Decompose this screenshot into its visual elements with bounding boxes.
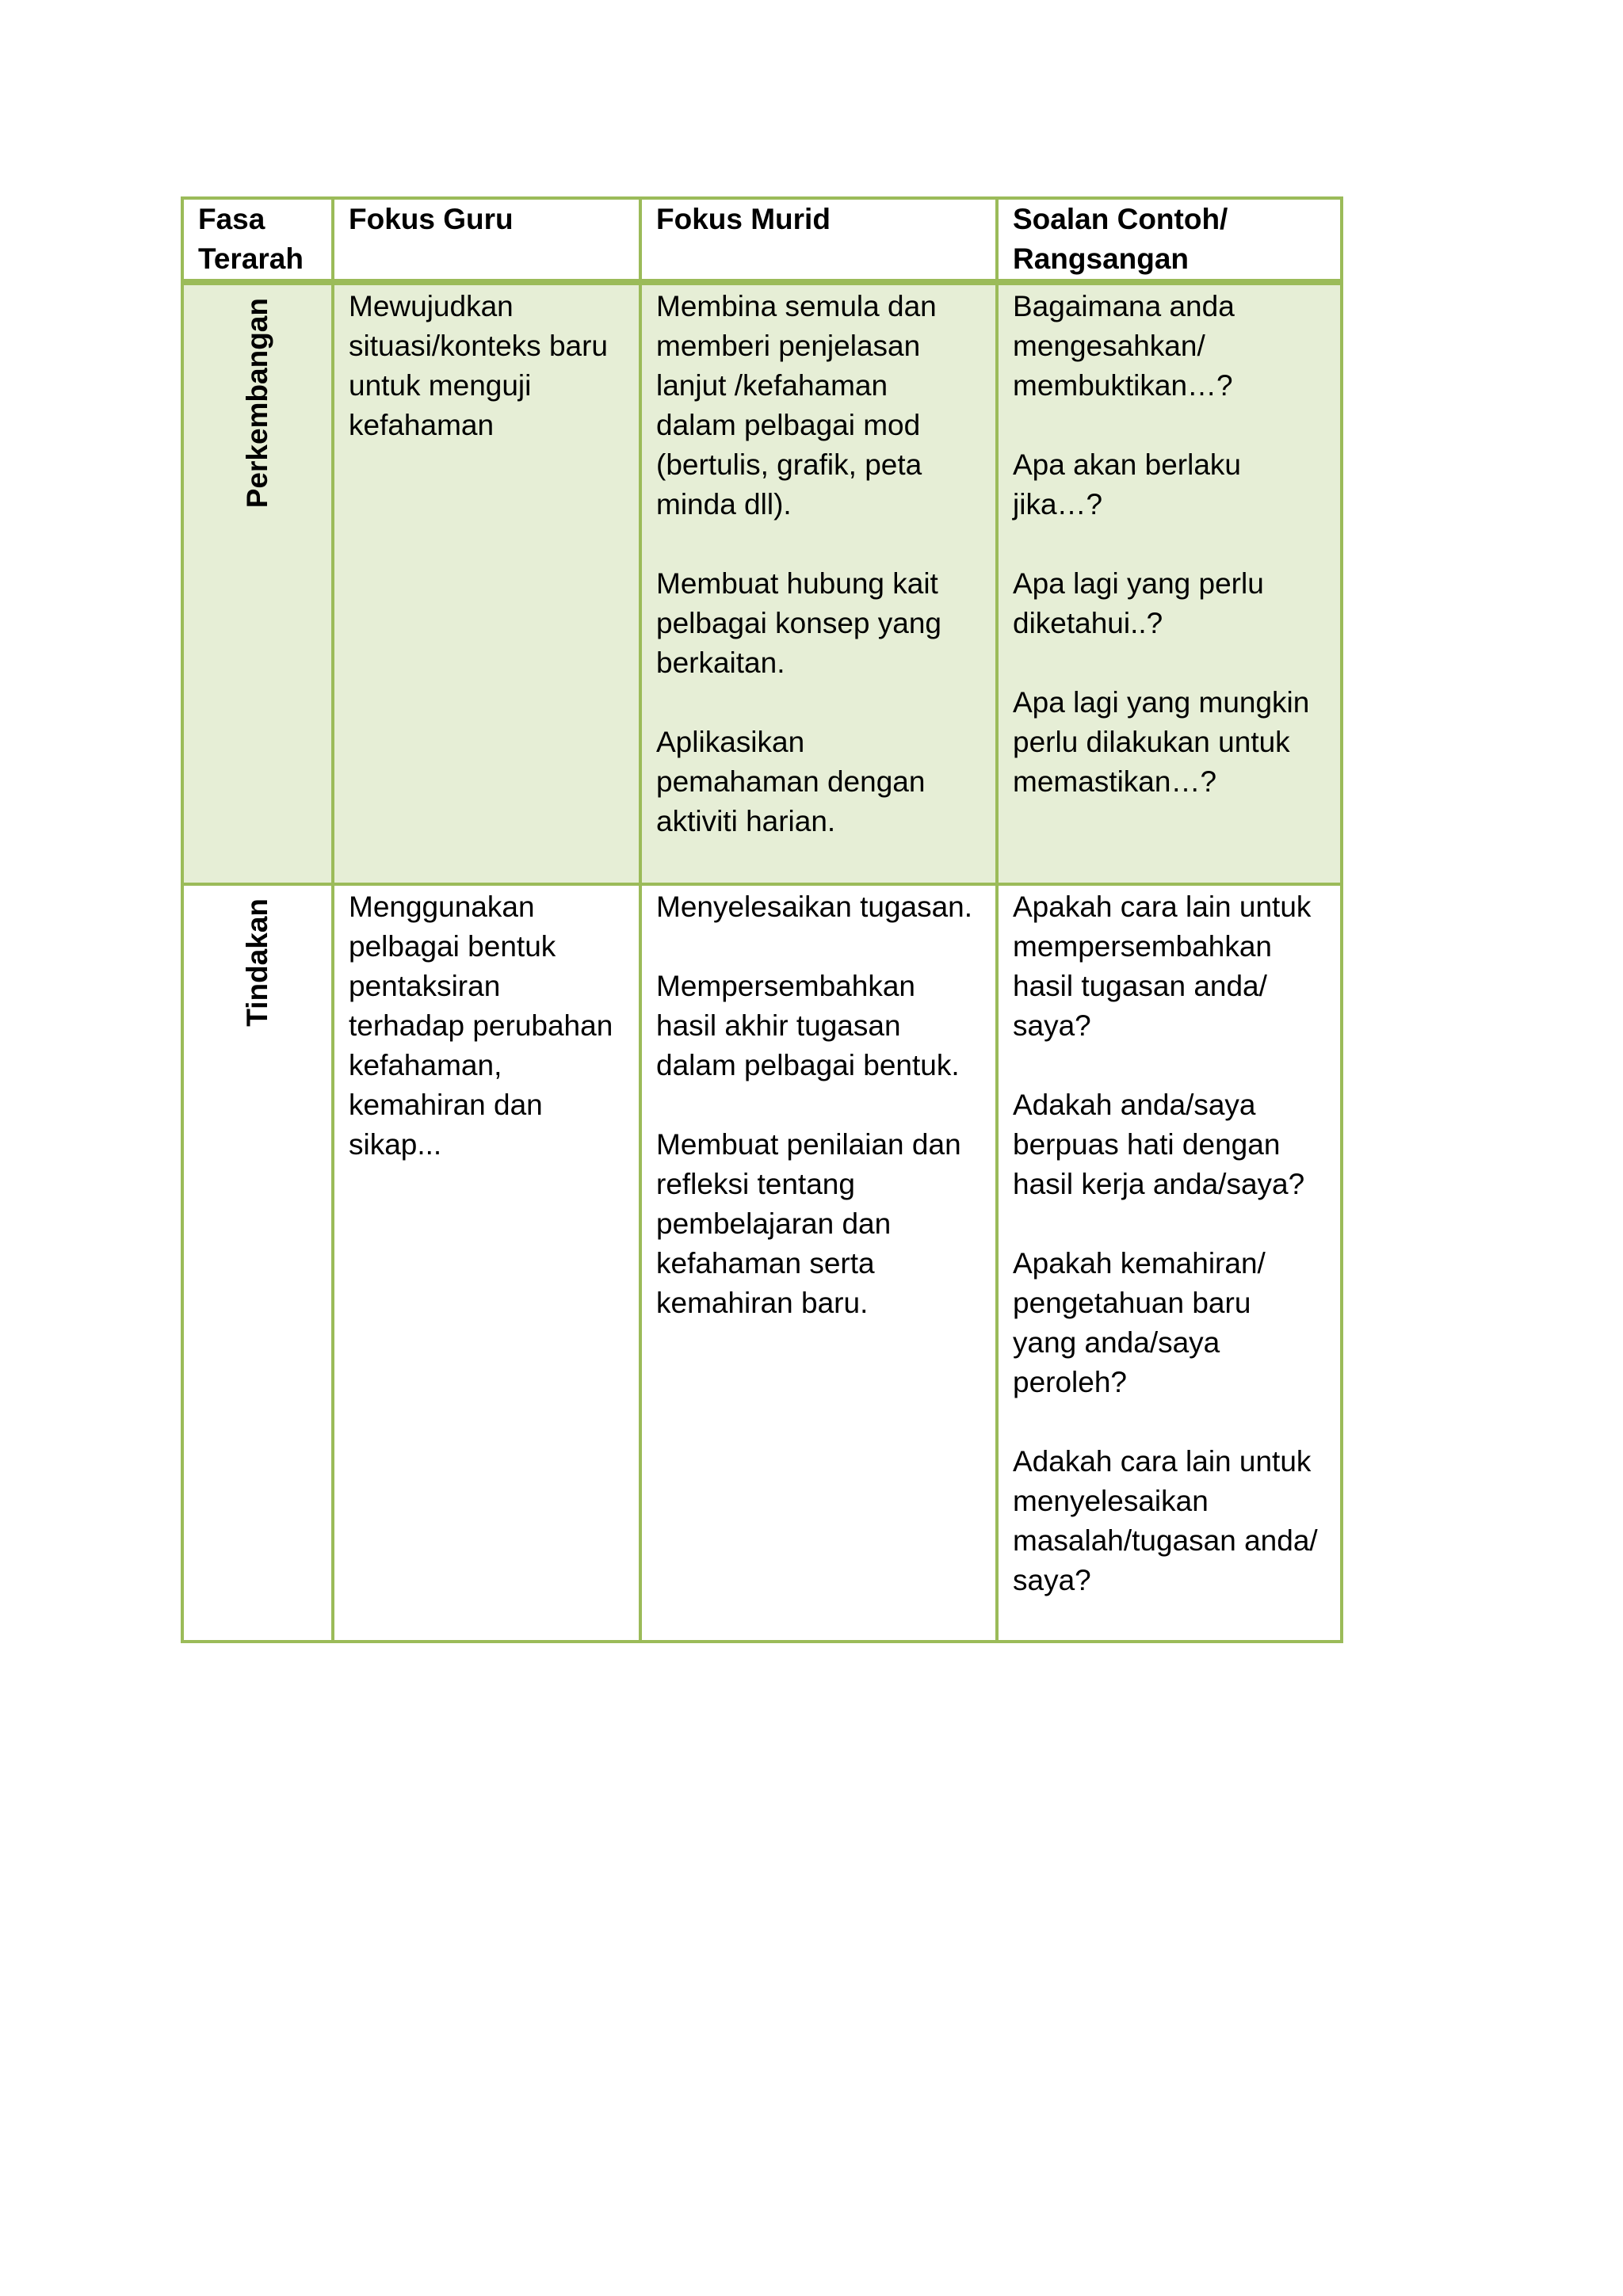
- fokus-murid-text: Mempersembahkan hasil akhir tugasan dalam pelbagai bentuk.: [656, 970, 960, 1081]
- table-row-tindakan: [182, 884, 1342, 1642]
- phase-label: Tindakan: [241, 898, 273, 1027]
- table-row-perkembangan: [182, 282, 1342, 884]
- fokus-guru-cell: [333, 884, 640, 1642]
- soalan-text: Apa akan berlaku jika…?: [1013, 448, 1241, 521]
- soalan-text: Adakah anda/saya berpuas hati dengan hasil kerja anda/saya?: [1013, 1089, 1305, 1200]
- fokus-guru-text: Mewujudkan situasi/konteks baru untuk menguji kefahaman: [349, 290, 609, 441]
- header-fokus-guru: Fokus Guru: [333, 198, 640, 282]
- fokus-guru-cell: [333, 282, 640, 884]
- soalan-text: Apakah cara lain untuk mempersembahkan hasil tugasan anda/ saya?: [1013, 891, 1312, 1042]
- phase-table: [181, 196, 1343, 1643]
- fokus-murid-cell: [640, 884, 997, 1642]
- header-fokus-murid: Fokus Murid: [640, 198, 997, 282]
- fokus-murid-text: Membuat penilaian dan refleksi tentang pembelajaran dan kefahaman serta kemahiran baru.: [656, 1128, 961, 1319]
- fokus-murid-text: Membina semula dan memberi penjelasan lanjut /kefahaman dalam pelbagai mod (bertulis, grafik, peta minda dll).: [656, 290, 937, 521]
- fokus-murid-text: Menyelesaikan tugasan.: [656, 891, 973, 923]
- fokus-murid-text: Aplikasikan pemahaman dengan aktiviti harian.: [656, 726, 926, 837]
- phase-cell: [182, 282, 333, 884]
- soalan-text: Bagaimana anda mengesahkan/ membuktikan…?: [1013, 290, 1235, 402]
- header-row: [182, 198, 1342, 282]
- header-soalan-contoh: Soalan Contoh/ Rangsangan: [997, 198, 1342, 282]
- soalan-contoh-cell: [997, 884, 1342, 1642]
- soalan-text: Apakah kemahiran/ pengetahuan baru yang anda/saya peroleh?: [1013, 1247, 1266, 1398]
- soalan-text: Apa lagi yang mungkin perlu dilakukan untuk memastikan…?: [1013, 686, 1310, 798]
- phase-cell: [182, 884, 333, 1642]
- soalan-contoh-cell: [997, 282, 1342, 884]
- soalan-text: Adakah cara lain untuk menyelesaikan masalah/tugasan anda/ saya?: [1013, 1445, 1318, 1596]
- header-fasa-terarah: Fasa Terarah: [182, 198, 333, 282]
- phase-label: Perkembangan: [241, 298, 273, 509]
- fokus-murid-cell: [640, 282, 997, 884]
- fokus-guru-text: Menggunakan pelbagai bentuk pentaksiran terhadap perubahan kefahaman, kemahiran dan sikap...: [349, 891, 613, 1161]
- soalan-text: Apa lagi yang perlu diketahui..?: [1013, 567, 1264, 639]
- fokus-murid-text: Membuat hubung kait pelbagai konsep yang berkaitan.: [656, 567, 942, 679]
